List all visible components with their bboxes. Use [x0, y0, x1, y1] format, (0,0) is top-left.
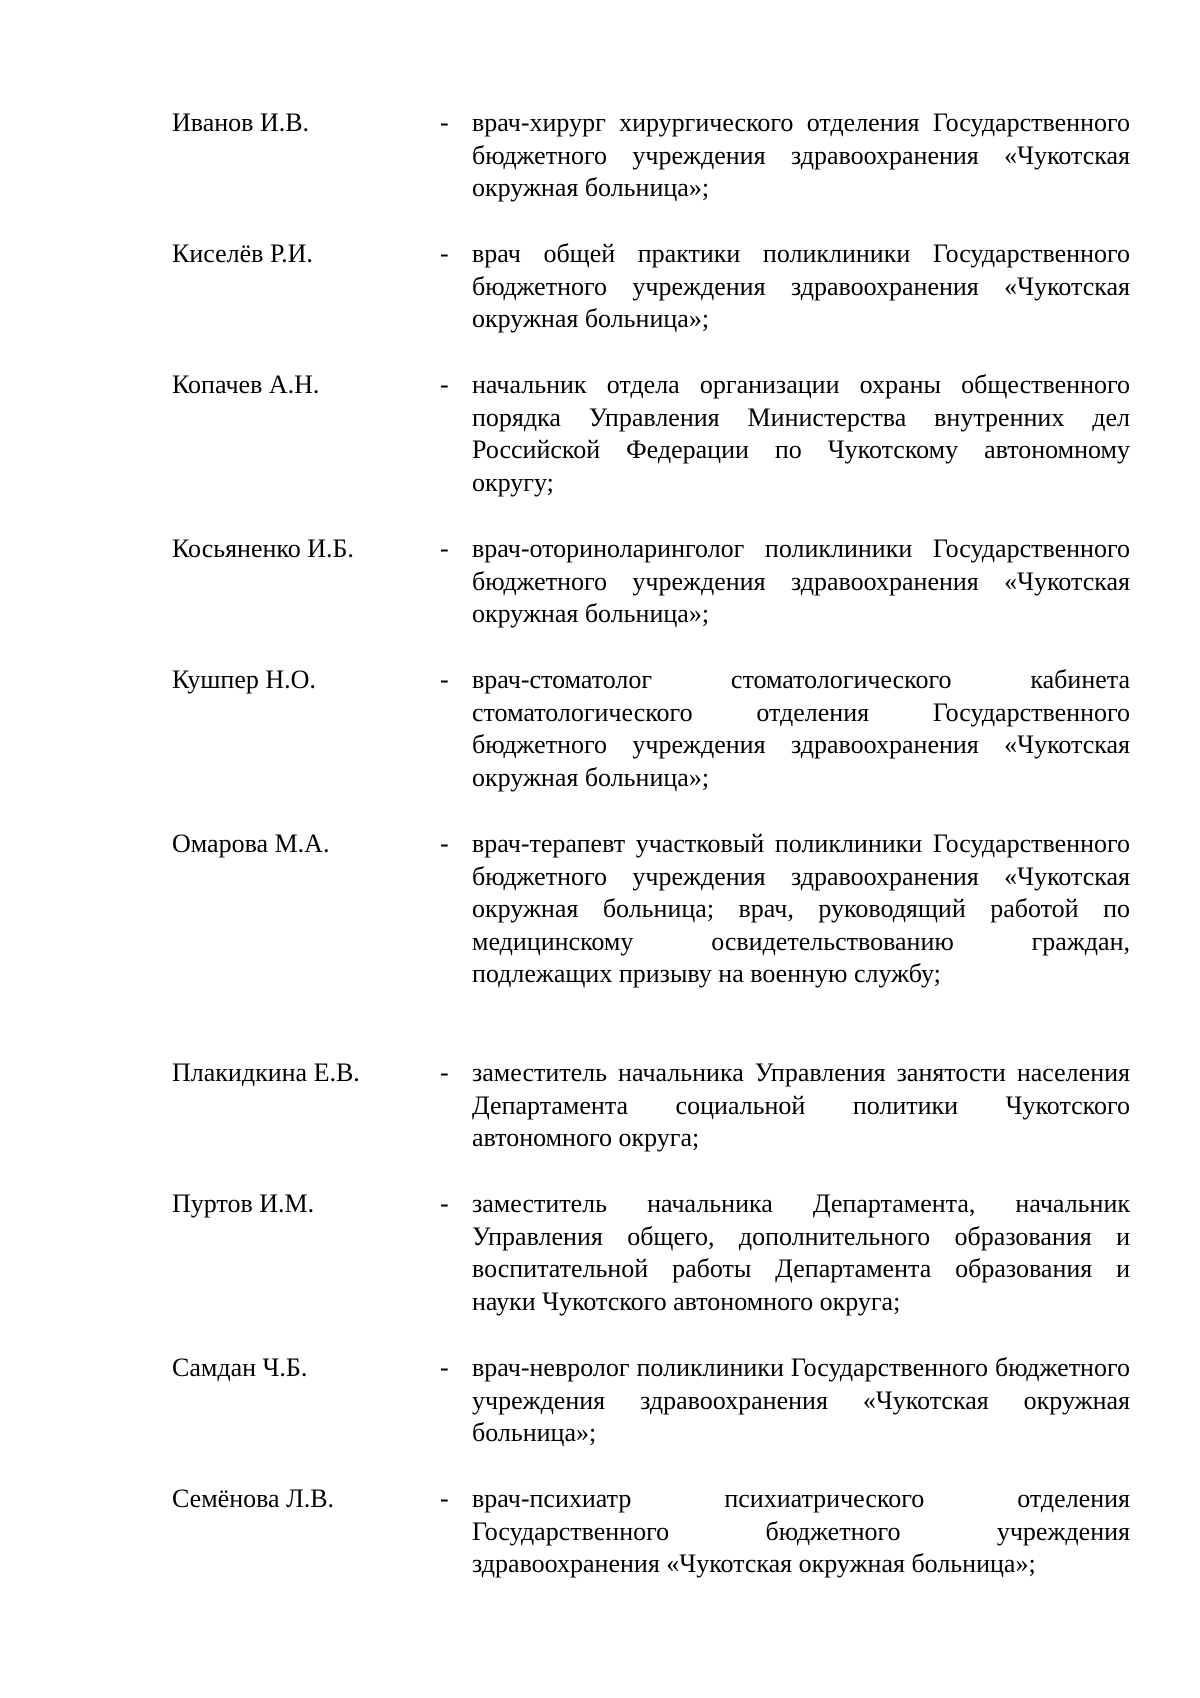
- entry-description: врач-невролог поликлиники Государственного бюджетного учреждения здравоохранения «Чукотская окружная больница»;: [472, 1353, 1130, 1447]
- entry-description: начальник отдела организации охраны общественного порядка Управления Министерства внутренних дел Российской Федерации по Чукотскому автономному округу;: [472, 370, 1130, 497]
- entry-name: Иванов И.В.: [172, 108, 310, 137]
- entry-description: заместитель начальника Департамента, начальник Управления общего, дополнительного образования и воспитательной работы Департамента образования и науки Чукотского автономного округа;: [472, 1189, 1130, 1316]
- entry-dash: -: [440, 534, 449, 563]
- entry-name: Копачев А.Н.: [172, 370, 320, 399]
- entry-description: врач общей практики поликлиники Государственного бюджетного учреждения здравоохранения «Чукотская окружная больница»;: [472, 239, 1130, 333]
- entry-name: Кушпер Н.О.: [172, 665, 316, 694]
- entry-dash: -: [440, 1189, 449, 1218]
- entry-description: заместитель начальника Управления занятости населения Департамента социальной политики Чукотского автономного округа;: [472, 1058, 1130, 1152]
- entry-name: Пуртов И.М.: [172, 1189, 315, 1218]
- entry-description: врач-стоматолог стоматологического кабинета стоматологического отделения Государственного бюджетного учреждения здравоохранения «Чукотская окружная больница»;: [472, 665, 1130, 792]
- entry-dash: -: [440, 108, 449, 137]
- entry-name: Плакидкина Е.В.: [172, 1058, 360, 1087]
- entry-description: врач-хирург хирургического отделения Государственного бюджетного учреждения здравоохранения «Чукотская окружная больница»;: [472, 108, 1130, 202]
- entry-description: врач-психиатр психиатрического отделения Государственного бюджетного учреждения здравоохранения «Чукотская окружная больница»;: [472, 1484, 1130, 1578]
- entry-name: Самдан Ч.Б.: [172, 1353, 308, 1382]
- entry-name: Киселёв Р.И.: [172, 239, 313, 268]
- entry-description: врач-оториноларинголог поликлиники Государственного бюджетного учреждения здравоохранения «Чукотская окружная больница»;: [472, 534, 1130, 628]
- entry-dash: -: [440, 665, 449, 694]
- entry-dash: -: [440, 370, 449, 399]
- entry-dash: -: [440, 1353, 449, 1382]
- entry-dash: -: [440, 1484, 449, 1513]
- entry-dash: -: [440, 1058, 449, 1087]
- entry-dash: -: [440, 239, 449, 268]
- entry-name: Косьяненко И.Б.: [172, 534, 354, 563]
- entry-dash: -: [440, 829, 449, 858]
- entry-name: Омарова М.А.: [172, 829, 330, 858]
- entry-description: врач-терапевт участковый поликлиники Государственного бюджетного учреждения здравоохранения «Чукотская окружная больница; врач, руководящий работой по медицинскому освидетельствованию граждан, подлежащих призыву на военную службу;: [472, 829, 1130, 988]
- entry-name: Семёнова Л.В.: [172, 1484, 335, 1513]
